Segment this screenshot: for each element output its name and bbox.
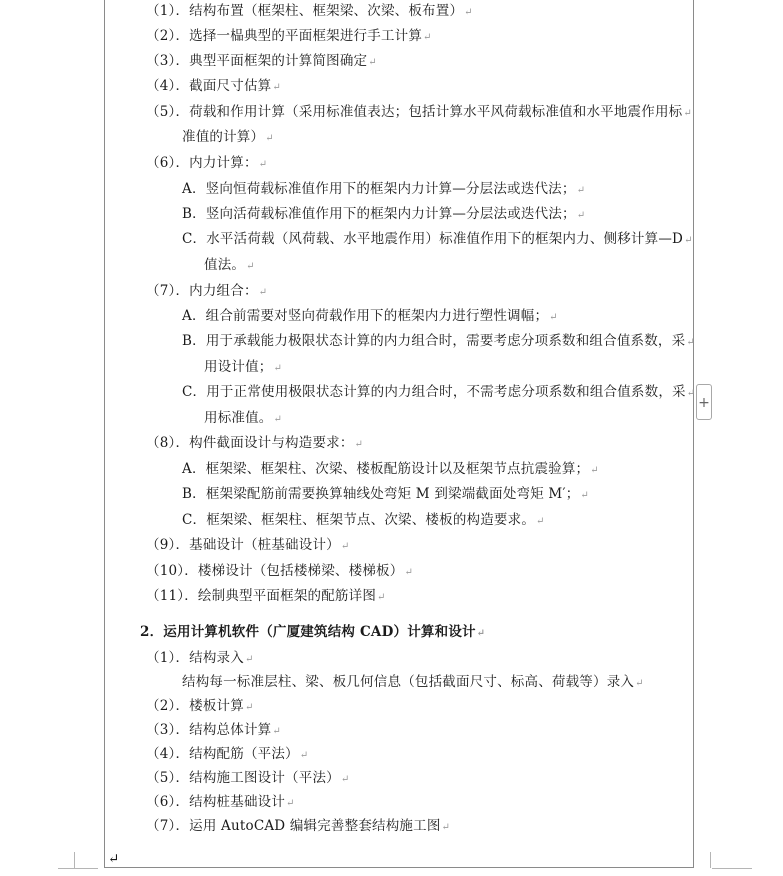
text-line bbox=[182, 205, 585, 225]
paragraph-mark: ↵ bbox=[686, 337, 695, 348]
text-line bbox=[182, 460, 599, 480]
line-text: B．框架梁配筋前需要换算轴线处弯矩 M 到梁端截面处弯矩 M′； bbox=[182, 486, 580, 502]
paragraph-mark: ↵ bbox=[377, 592, 386, 603]
paragraph-mark: ↵ bbox=[299, 750, 309, 761]
paragraph-mark: ↵ bbox=[464, 7, 473, 18]
line-text: A．组合前需要对竖向荷载作用下的框架内力进行塑性调幅； bbox=[182, 308, 549, 324]
line-text: （2）．楼板计算 bbox=[146, 698, 244, 714]
line-text: （4）．结构配筋（平法） bbox=[146, 746, 299, 762]
paragraph-mark: ↵ bbox=[273, 363, 283, 374]
paragraph-mark: ↵ bbox=[684, 235, 693, 246]
crop-mark-right-rule bbox=[712, 868, 752, 870]
text-line bbox=[146, 697, 254, 717]
line-text: （6）．内力计算： bbox=[146, 155, 258, 171]
text-line bbox=[204, 256, 255, 276]
text-line bbox=[204, 409, 282, 429]
paragraph-mark: ↵ bbox=[580, 490, 589, 501]
paragraph-mark: ↵ bbox=[272, 82, 281, 93]
paragraph-mark: ↵ bbox=[286, 798, 295, 809]
line-text: （3）．结构总体计算 bbox=[146, 722, 272, 738]
text-line bbox=[146, 2, 473, 22]
line-text: 2．运用计算机软件（广厦建筑结构 CAD）计算和设计 bbox=[140, 624, 476, 640]
text-line bbox=[146, 587, 386, 607]
text-line bbox=[146, 103, 692, 123]
line-text: （9）．基础设计（桩基础设计） bbox=[146, 537, 340, 553]
text-line bbox=[182, 128, 274, 148]
paragraph-mark: ↵ bbox=[576, 210, 586, 221]
line-text: （7）．内力组合： bbox=[146, 283, 258, 299]
paragraph-mark: ↵ bbox=[686, 388, 696, 399]
paragraph-mark: ↵ bbox=[354, 439, 364, 450]
paragraph-mark: ↵ bbox=[576, 185, 586, 196]
text-line bbox=[146, 77, 281, 97]
paragraph-mark: ↵ bbox=[258, 159, 268, 170]
text-line bbox=[182, 230, 693, 250]
paragraph-mark: ↵ bbox=[244, 654, 254, 665]
paragraph-mark: ↵ bbox=[258, 287, 268, 298]
paragraph-mark: ↵ bbox=[635, 678, 644, 689]
line-text: C．框架梁、框架柱、框架节点、次梁、楼板的构造要求。 bbox=[182, 512, 536, 528]
text-line bbox=[146, 434, 363, 454]
text-line bbox=[146, 52, 377, 72]
line-text: C．用于正常使用极限状态计算的内力组合时，不需考虑分项系数和组合值系数，采 bbox=[182, 384, 686, 400]
paragraph-mark: ↵ bbox=[536, 516, 545, 527]
text-line bbox=[146, 793, 295, 813]
text-line bbox=[146, 649, 254, 669]
paragraph-mark: ↵ bbox=[272, 726, 281, 737]
paragraph-mark: ↵ bbox=[368, 57, 377, 68]
paragraph-mark: ↵ bbox=[441, 822, 451, 833]
text-line bbox=[182, 673, 644, 693]
add-tab-button[interactable]: + bbox=[696, 384, 712, 420]
line-text: （6）．结构桩基础设计 bbox=[146, 794, 286, 810]
line-text: （1）．结构布置（框架柱、框架梁、次梁、板布置） bbox=[146, 3, 464, 19]
text-line bbox=[146, 745, 308, 765]
line-text: A．竖向恒荷载标准值作用下的框架内力计算—分层法或迭代法； bbox=[182, 181, 576, 197]
line-text: B．竖向活荷载标准值作用下的框架内力计算—分层法或迭代法； bbox=[182, 206, 576, 222]
text-line bbox=[182, 485, 589, 505]
paragraph-mark: ↵ bbox=[244, 702, 254, 713]
crop-mark-bottom-left bbox=[58, 852, 75, 868]
paragraph-mark: ↵ bbox=[340, 541, 350, 552]
text-line bbox=[146, 769, 349, 789]
line-text: （5）．荷载和作用计算（采用标准值表达；包括计算水平风荷载标准值和水平地震作用标 bbox=[146, 104, 683, 120]
text-line bbox=[182, 180, 585, 200]
paragraph-mark: ↵ bbox=[683, 108, 692, 119]
line-text: （8）．构件截面设计与构造要求： bbox=[146, 435, 354, 451]
line-text: 准值的计算） bbox=[182, 129, 265, 145]
line-text: 结构每一标准层柱、梁、板几何信息（包括截面尺寸、标高、荷载等）录入 bbox=[182, 674, 635, 690]
paragraph-mark: ↵ bbox=[265, 133, 274, 144]
line-text: 值法。 bbox=[204, 257, 246, 273]
text-line bbox=[146, 562, 413, 582]
paragraph-mark: ↵ bbox=[590, 465, 599, 476]
line-text: 用设计值； bbox=[204, 359, 273, 375]
line-text: B．用于承载能力极限状态计算的内力组合时，需要考虑分项系数和组合值系数，采 bbox=[182, 333, 686, 349]
paragraph-mark: ↵ bbox=[273, 414, 283, 425]
paragraph-mark: ↵ bbox=[476, 628, 486, 639]
text-line bbox=[146, 27, 432, 47]
text-line bbox=[146, 536, 349, 556]
paragraph-mark: ↵ bbox=[549, 312, 558, 323]
paragraph-mark: ↵ bbox=[340, 774, 350, 785]
text-line bbox=[204, 358, 282, 378]
line-text: （1）．结构录入 bbox=[146, 650, 244, 666]
text-line bbox=[146, 721, 281, 741]
text-line bbox=[182, 383, 695, 403]
line-text: A．框架梁、框架柱、次梁、楼板配筋设计以及框架节点抗震验算； bbox=[182, 461, 590, 477]
line-text: （10）．楼梯设计（包括楼梯梁、楼梯板） bbox=[146, 563, 404, 579]
paragraph-mark: ↵ bbox=[404, 567, 414, 578]
line-text: （4）．截面尺寸估算 bbox=[146, 78, 272, 94]
text-line bbox=[146, 282, 267, 302]
text-line bbox=[146, 817, 450, 837]
text-line bbox=[182, 307, 558, 327]
text-line bbox=[146, 154, 267, 174]
section-heading bbox=[140, 623, 485, 643]
line-text: （3）．典型平面框架的计算简图确定 bbox=[146, 53, 368, 69]
line-text: （11）．绘制典型平面框架的配筋详图 bbox=[146, 588, 377, 604]
line-text: （5）．结构施工图设计（平法） bbox=[146, 770, 340, 786]
crop-mark-left-rule bbox=[58, 868, 98, 870]
final-paragraph-mark: ↵ bbox=[108, 851, 120, 867]
line-text: （2）．选择一榀典型的平面框架进行手工计算 bbox=[146, 28, 423, 44]
line-text: C．水平活荷载（风荷载、水平地震作用）标准值作用下的框架内力、侧移计算—D bbox=[182, 231, 684, 247]
text-line bbox=[182, 511, 545, 531]
text-line bbox=[182, 332, 695, 352]
paragraph-mark: ↵ bbox=[246, 261, 255, 272]
line-text: （7）．运用 AutoCAD 编辑完善整套结构施工图 bbox=[146, 818, 441, 834]
paragraph-mark: ↵ bbox=[423, 32, 432, 43]
crop-mark-bottom-right bbox=[710, 852, 727, 868]
line-text: 用标准值。 bbox=[204, 410, 273, 426]
